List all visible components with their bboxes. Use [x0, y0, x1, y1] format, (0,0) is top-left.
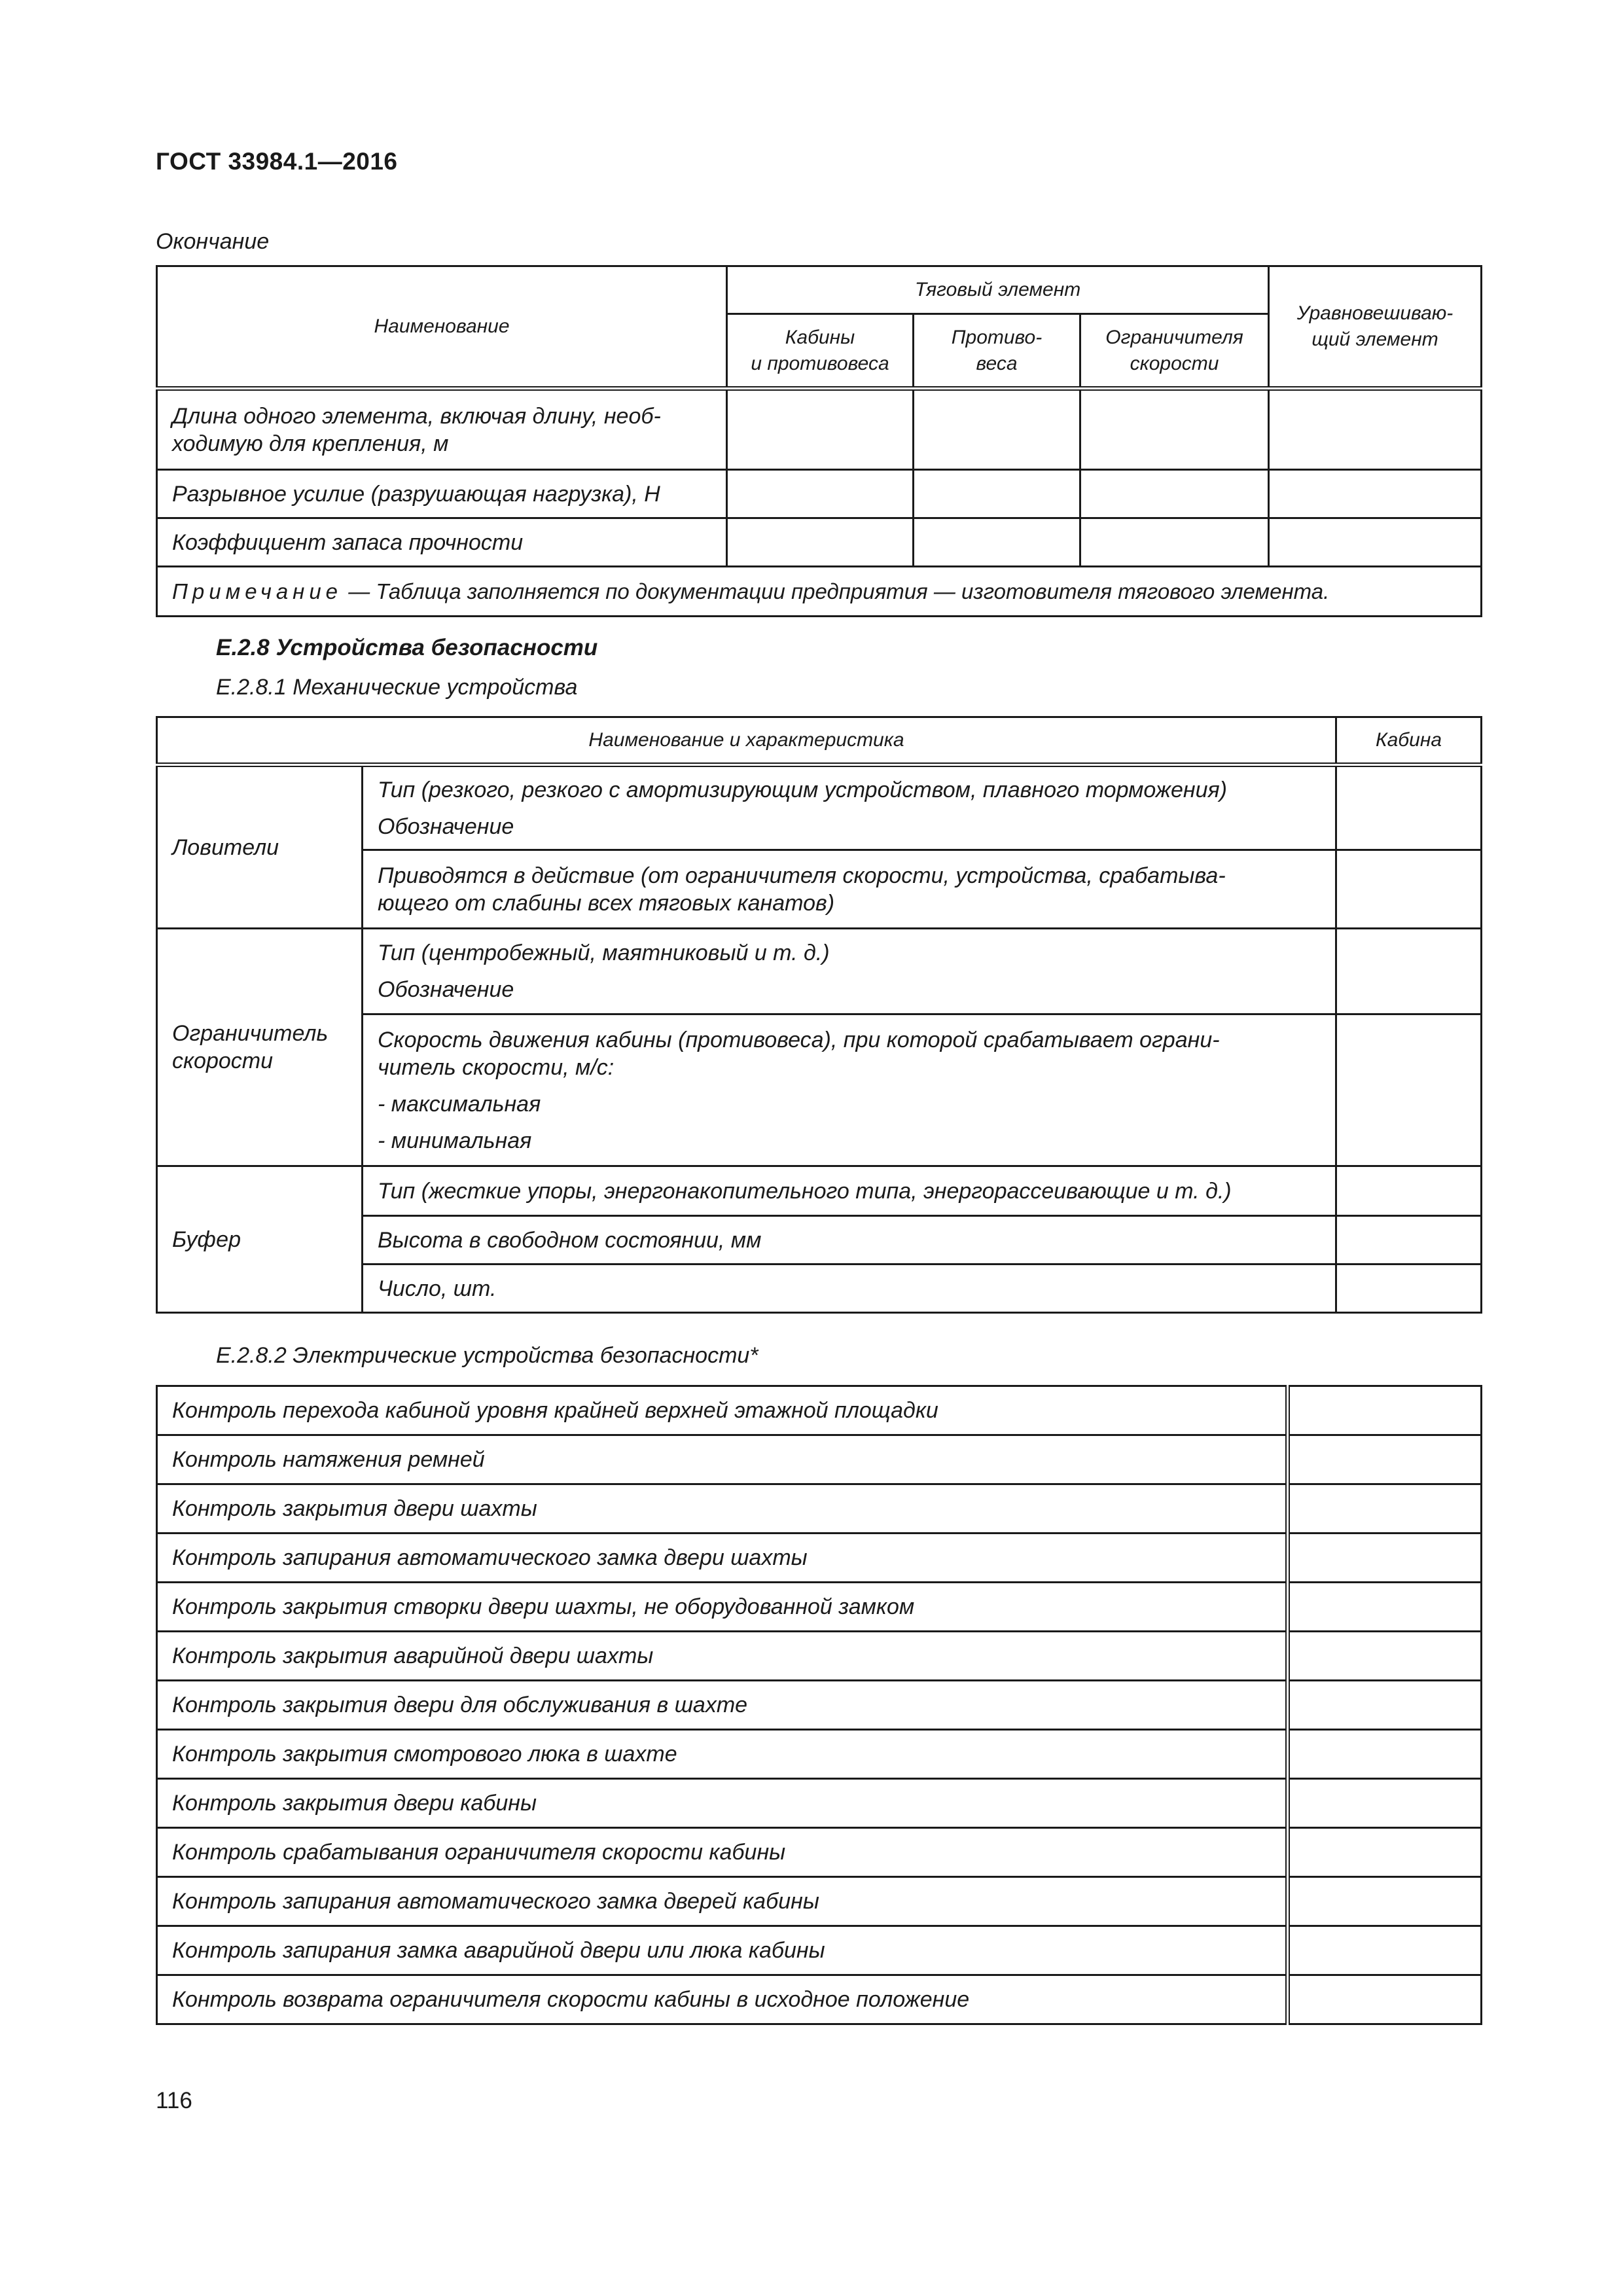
item-text: Высота в свободном состоянии, мм	[363, 1216, 1336, 1265]
control-item-label: Контроль натяжения ремней	[157, 1435, 1288, 1484]
control-item-label: Контроль запирания замка аварийной двери или люка кабины	[157, 1926, 1288, 1975]
item-text: Число, шт.	[363, 1265, 1336, 1313]
table-row	[157, 389, 1482, 470]
control-item-label: Контроль закрытия аварийной двери шахты	[157, 1632, 1288, 1681]
row-label: Разрывное усилие (разрушающая нагрузка), Н	[157, 470, 727, 518]
table-row	[157, 929, 1482, 1014]
table-row	[157, 470, 1482, 518]
empty-cell[interactable]	[1288, 1484, 1482, 1534]
empty-cell[interactable]	[727, 518, 914, 567]
subsection-electrical: Е.2.8.2 Электрические устройства безопасности*	[216, 1343, 758, 1368]
empty-cell[interactable]	[1336, 1265, 1482, 1313]
header-name: Наименование	[157, 266, 727, 389]
empty-cell[interactable]	[727, 470, 914, 518]
page-number: 116	[156, 2088, 192, 2113]
empty-cell[interactable]	[1336, 850, 1482, 929]
table-row	[157, 1877, 1482, 1926]
control-item-label: Контроль запирания автоматического замка двери шахты	[157, 1534, 1288, 1583]
table-row	[157, 1730, 1482, 1779]
header-speed-limiter: Ограничителя скорости	[1080, 314, 1269, 389]
table-row	[157, 1632, 1482, 1681]
mechanical-devices-table	[156, 716, 1482, 1314]
table-row	[157, 765, 1482, 850]
table-row	[157, 1779, 1482, 1828]
table-row	[157, 1166, 1482, 1216]
empty-cell[interactable]	[1288, 1779, 1482, 1828]
row-label: Коэффициент запаса прочности	[157, 518, 727, 567]
item-text: Скорость движения кабины (противовеса), при которой срабатывает ограни- читель скорости, м/с: - максимальная - минимальная	[363, 1014, 1336, 1166]
table-row	[157, 1435, 1482, 1484]
empty-cell[interactable]	[1288, 1534, 1482, 1583]
control-item-label: Контроль закрытия двери шахты	[157, 1484, 1288, 1534]
empty-cell[interactable]	[1269, 518, 1482, 567]
control-item-label: Контроль закрытия двери кабины	[157, 1779, 1288, 1828]
empty-cell[interactable]	[1288, 1681, 1482, 1730]
group-label-catchers: Ловители	[157, 765, 363, 929]
empty-cell[interactable]	[1269, 470, 1482, 518]
empty-cell[interactable]	[1080, 389, 1269, 470]
page-header: ГОСТ 33984.1—2016	[156, 148, 398, 175]
table-caption: Окончание	[156, 229, 270, 254]
section-title: Е.2.8 Устройства безопасности	[216, 635, 598, 660]
empty-cell[interactable]	[1288, 1435, 1482, 1484]
control-item-label: Контроль перехода кабиной уровня крайней верхней этажной площадки	[157, 1386, 1288, 1435]
empty-cell[interactable]	[1080, 518, 1269, 567]
item-text: Приводятся в действие (от ограничителя скорости, устройства, срабатыва- ющего от слабины всех тяговых канатов)	[363, 850, 1336, 929]
item-text: Тип (центробежный, маятниковый и т. д.) Обозначение	[363, 929, 1336, 1014]
control-item-label: Контроль закрытия двери для обслуживания в шахте	[157, 1681, 1288, 1730]
empty-cell[interactable]	[914, 389, 1080, 470]
control-item-label: Контроль срабатывания ограничителя скорости кабины	[157, 1828, 1288, 1877]
electrical-devices-table	[156, 1385, 1482, 2025]
subsection-mechanical: Е.2.8.1 Механические устройства	[216, 675, 578, 700]
group-label-buffer: Буфер	[157, 1166, 363, 1313]
table-row	[157, 1926, 1482, 1975]
empty-cell[interactable]	[1336, 1166, 1482, 1216]
row-label: Длина одного элемента, включая длину, необ- ходимую для крепления, м	[157, 389, 727, 470]
item-text: Тип (жесткие упоры, энергонакопительного типа, энергорассеивающие и т. д.)	[363, 1166, 1336, 1216]
header-counterweight: Противо- веса	[914, 314, 1080, 389]
empty-cell[interactable]	[1288, 1583, 1482, 1632]
empty-cell[interactable]	[1080, 470, 1269, 518]
empty-cell[interactable]	[914, 470, 1080, 518]
empty-cell[interactable]	[1288, 1926, 1482, 1975]
header-traction-element: Тяговый элемент	[727, 266, 1269, 314]
table-row	[157, 1828, 1482, 1877]
header-cabin: Кабина	[1336, 717, 1482, 765]
table-row	[157, 1975, 1482, 2024]
group-label-speed-limiter: Ограничитель скорости	[157, 929, 363, 1166]
traction-element-table	[156, 265, 1482, 617]
empty-cell[interactable]	[1288, 1386, 1482, 1435]
empty-cell[interactable]	[1336, 765, 1482, 850]
empty-cell[interactable]	[1336, 1014, 1482, 1166]
empty-cell[interactable]	[1269, 389, 1482, 470]
empty-cell[interactable]	[727, 389, 914, 470]
empty-cell[interactable]	[1336, 929, 1482, 1014]
item-text: Тип (резкого, резкого с амортизирующим устройством, плавного торможения) Обозначение	[363, 765, 1336, 850]
empty-cell[interactable]	[1288, 1877, 1482, 1926]
control-item-label: Контроль закрытия смотрового люка в шахте	[157, 1730, 1288, 1779]
note-text: — Таблица заполняется по документации предприятия — изготовителя тягового элемента.	[342, 579, 1330, 603]
empty-cell[interactable]	[1288, 1975, 1482, 2024]
table-note	[157, 567, 1482, 617]
control-item-label: Контроль закрытия створки двери шахты, не оборудованной замком	[157, 1583, 1288, 1632]
table-row	[157, 1681, 1482, 1730]
empty-cell[interactable]	[914, 518, 1080, 567]
empty-cell[interactable]	[1288, 1730, 1482, 1779]
control-item-label: Контроль возврата ограничителя скорости кабины в исходное положение	[157, 1975, 1288, 2024]
empty-cell[interactable]	[1288, 1632, 1482, 1681]
table-row	[157, 518, 1482, 567]
empty-cell[interactable]	[1336, 1216, 1482, 1265]
table-row	[157, 1583, 1482, 1632]
empty-cell[interactable]	[1288, 1828, 1482, 1877]
header-cabin-counterweight: Кабины и противовеса	[727, 314, 914, 389]
header-name-characteristic: Наименование и характеристика	[157, 717, 1336, 765]
table-row	[157, 1534, 1482, 1583]
header-balancing-element: Уравновешиваю- щий элемент	[1269, 266, 1482, 389]
table-row	[157, 1484, 1482, 1534]
note-label: Примечание	[172, 579, 343, 603]
control-item-label: Контроль запирания автоматического замка дверей кабины	[157, 1877, 1288, 1926]
table-row	[157, 1386, 1482, 1435]
